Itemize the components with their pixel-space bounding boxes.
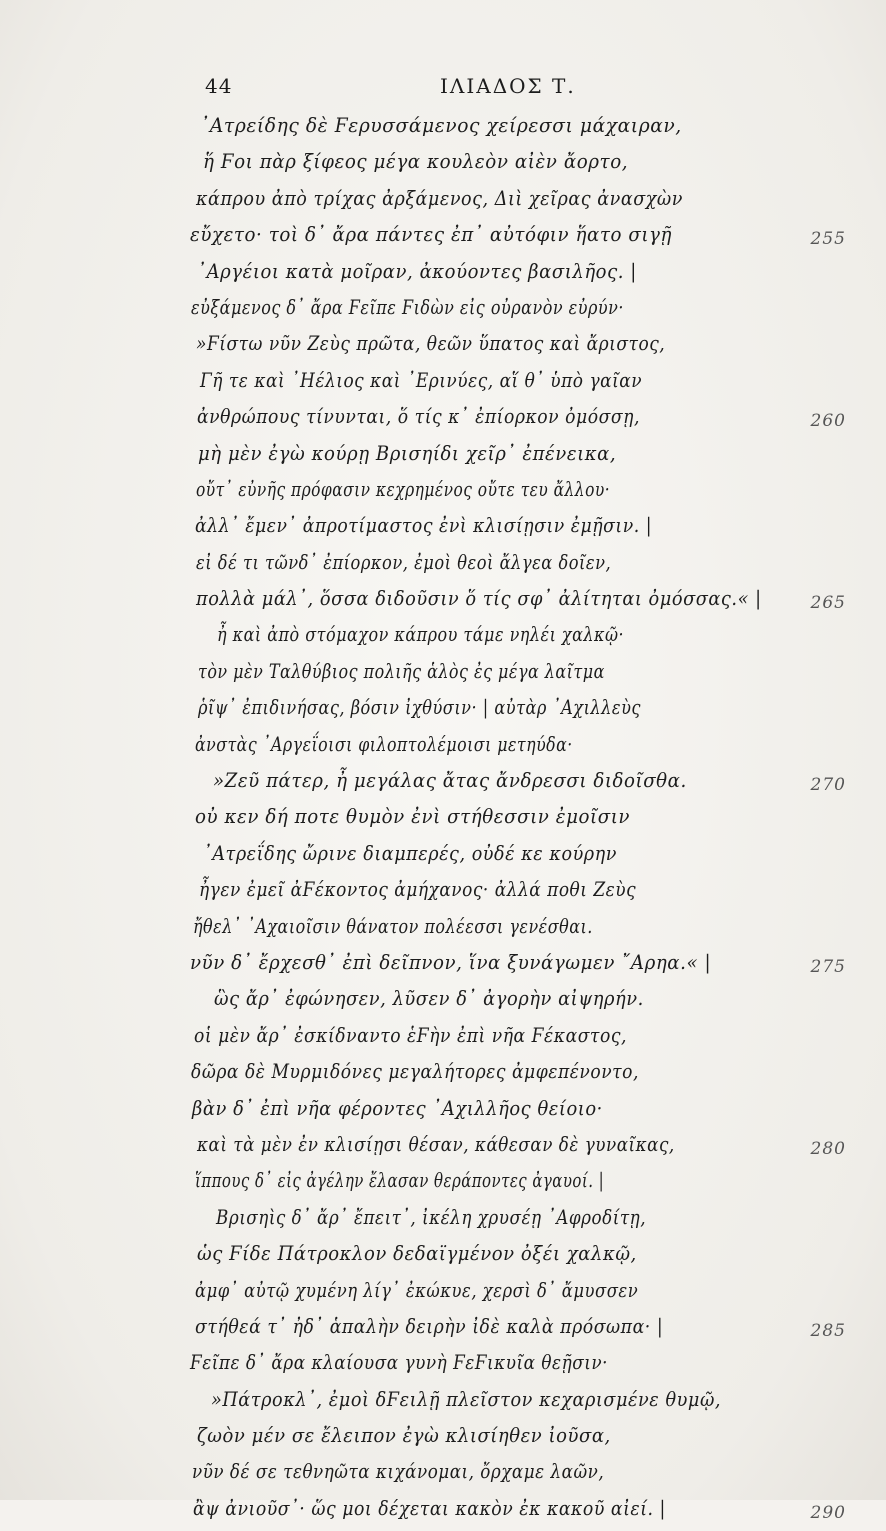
verse-line xyxy=(0,1345,886,1381)
verse-text: ἀμφ᾿ αὐτῷ χυμένη λίγ᾿ ἐκώκυε, χερσὶ δ᾿ ἄμυσσεν xyxy=(195,1278,639,1302)
verse-line xyxy=(0,690,886,726)
verse-text: οἱ μὲν ἄρ᾿ ἐσκίδναντο ἑϜὴν ἐπὶ νῆα Ϝέκαστος, xyxy=(194,1023,627,1047)
verse-text: μὴ μὲν ἐγὼ κούρῃ Βρισηίδι χεῖρ᾿ ἐπένεικα, xyxy=(198,441,617,465)
verse-line xyxy=(0,1091,886,1127)
line-number: 275 xyxy=(810,956,846,977)
verse-line xyxy=(0,1127,886,1163)
verse-line xyxy=(0,399,886,435)
verse-text: νῦν δ᾿ ἔρχεσθ᾿ ἐπὶ δεῖπνον, ἵνα ξυνάγωμεν ῎Αρηα.« | xyxy=(190,950,712,974)
verse-line xyxy=(0,254,886,290)
verse-line xyxy=(0,981,886,1017)
verse-text: ἦ καὶ ἀπὸ στόμαχον κάπρου τάμε νηλέι χαλκῷ· xyxy=(217,623,625,647)
verse-text: Γῆ τε καὶ ᾿Ηέλιος καὶ ᾿Ερινύες, αἵ θ᾿ ὑπὸ γαῖαν xyxy=(200,368,643,392)
verse-line xyxy=(0,872,886,908)
verse-line xyxy=(0,945,886,981)
verse-text: νῦν δέ σε τεθνηῶτα κιχάνομαι, ὄρχαμε λαῶν, xyxy=(192,1460,605,1484)
line-number: 255 xyxy=(810,229,846,250)
verse-line xyxy=(0,836,886,872)
verse-text: ὡς Ϝίδε Πάτροκλον δεδαϊγμένον ὀξέι χαλκῷ, xyxy=(197,1242,637,1266)
verse-line xyxy=(0,654,886,690)
verse-line xyxy=(0,1163,886,1199)
verse-line xyxy=(0,763,886,799)
verse-line xyxy=(0,1382,886,1418)
verse-line xyxy=(0,581,886,617)
verse-line xyxy=(0,1454,886,1490)
verse-text: ἀνθρώπους τίνυνται, ὅ τίς κ᾿ ἐπίορκον ὀμόσσῃ, xyxy=(197,405,640,429)
verse-text: ᾿Ατρεΐδης ὤρινε διαμπερές, οὐδέ κε κούρην xyxy=(203,841,617,865)
verse-text: καὶ τὰ μὲν ἐν κλισίῃσι θέσαν, κάθεσαν δὲ γυναῖκας, xyxy=(197,1132,675,1156)
verse-text: »Πάτροκλ᾿, ἐμοὶ δϜειλῇ πλεῖστον κεχαρισμένε θυμῷ, xyxy=(211,1387,722,1411)
page-number: 44 xyxy=(205,74,233,98)
verse-line xyxy=(0,290,886,326)
verse-text: ἥ Ϝοι πὰρ ξίφεος μέγα κουλεὸν αἰὲν ἄορτο, xyxy=(203,150,629,174)
verse-text: »Ϝίστω νῦν Ζεὺς πρῶτα, θεῶν ὕπατος καὶ ἄριστος, xyxy=(196,332,666,356)
verse-text: βὰν δ᾿ ἐπὶ νῆα φέροντες ᾿Αχιλλῆος θείοιο· xyxy=(192,1096,603,1120)
verse-text: ἂψ ἀνιοῦσ᾿· ὥς μοι δέχεται κακὸν ἐκ κακοῦ αἰεί. | xyxy=(193,1496,666,1520)
verse-text: »Ζεῦ πάτερ, ἦ μεγάλας ἄτας ἄνδρεσσι διδοῖσθα. xyxy=(213,769,687,793)
verse-text: ἀνστὰς ᾿Αργεΐοισι φιλοπτολέμοισι μετηύδα· xyxy=(195,732,573,756)
verse-line xyxy=(0,217,886,253)
verse-line xyxy=(0,1418,886,1454)
line-number: 290 xyxy=(810,1502,846,1523)
verse-line xyxy=(0,181,886,217)
verse-text: ὣς ἄρ᾿ ἐφώνησεν, λῦσεν δ᾿ ἀγορὴν αἰψηρήν. xyxy=(214,987,644,1011)
verse-line xyxy=(0,1200,886,1236)
verse-line xyxy=(0,108,886,144)
verse-line xyxy=(0,545,886,581)
verse-text: ζωὸν μέν σε ἔλειπον ἐγὼ κλισίηθεν ἰοῦσα, xyxy=(197,1424,611,1448)
verse-text: Βρισηὶς δ᾿ ἄρ᾿ ἔπειτ᾿, ἰκέλη χρυσέῃ ᾿Αφροδίτῃ, xyxy=(216,1205,647,1229)
verse-text: ἵππους δ᾿ εἰς ἀγέλην ἔλασαν θεράποντες ἀγαυοί. | xyxy=(195,1169,605,1193)
verse-text: ἤθελ᾿ ᾿Αχαιοῖσιν θάνατον πολέεσσι γενέσθαι. xyxy=(193,914,593,938)
verse-line xyxy=(0,1309,886,1345)
verse-text: οὐ κεν δή ποτε θυμὸν ἐνὶ στήθεσσιν ἐμοῖσιν xyxy=(195,805,631,829)
verse-text: ἀλλ᾿ ἔμεν᾿ ἀπροτίμαστος ἐνὶ κλισίῃσιν ἐμῇσιν. | xyxy=(195,514,653,538)
line-number: 265 xyxy=(810,593,846,614)
verse-line xyxy=(0,1236,886,1272)
running-title: ΙΛΙΑΔΟΣ Τ. xyxy=(440,74,576,98)
verse-text: πολλὰ μάλ᾿, ὅσσα διδοῦσιν ὅ τίς σφ᾿ ἀλίτηται ὀμόσσας.« | xyxy=(196,587,762,611)
line-number: 260 xyxy=(810,411,846,432)
verse-line xyxy=(0,1273,886,1309)
verse-text: ᾿Αργέιοι κατὰ μοῖραν, ἀκούοντες βασιλῆος. | xyxy=(197,259,637,283)
verse-line xyxy=(0,326,886,362)
page-header xyxy=(0,74,886,104)
verse-line xyxy=(0,436,886,472)
verse-line xyxy=(0,727,886,763)
line-number: 270 xyxy=(810,775,846,796)
verse-line xyxy=(0,1491,886,1527)
verse-line xyxy=(0,508,886,544)
verse-text: εἰ δέ τι τῶνδ᾿ ἐπίορκον, ἐμοὶ θεοὶ ἄλγεα δοῖεν, xyxy=(196,550,612,574)
line-number: 280 xyxy=(810,1138,846,1159)
verse-text: κάπρου ἀπὸ τρίχας ἀρξάμενος, Διὶ χεῖρας ἀνασχὼν xyxy=(196,186,683,210)
verse-line xyxy=(0,472,886,508)
verse-text: εὐξάμενος δ᾿ ἄρα Ϝεῖπε Ϝιδὼν εἰς οὐρανὸν εὐρύν· xyxy=(191,295,624,319)
verse-line xyxy=(0,1018,886,1054)
verse-text: δῶρα δὲ Μυρμιδόνες μεγαλήτορες ἀμφεπένοντο, xyxy=(191,1060,639,1084)
verse-line xyxy=(0,617,886,653)
verse-text: Ϝεῖπε δ᾿ ἄρα κλαίουσα γυνὴ ϜεϜικυῖα θεῇσιν· xyxy=(190,1351,609,1375)
verse-text: τὸν μὲν Ταλθύβιος πολιῆς ἁλὸς ἐς μέγα λαῖτμα xyxy=(198,659,605,683)
verse-text: ῥῖψ᾿ ἐπιδινήσας, βόσιν ἰχθύσιν· | αὐτὰρ ᾿Αχιλλεὺς xyxy=(198,696,641,720)
verse-text: ἦγεν ἐμεῖ ἀϜέκοντος ἀμήχανος· ἀλλά ποθι Ζεὺς xyxy=(199,878,637,902)
verse-block xyxy=(0,108,886,1527)
line-number: 285 xyxy=(810,1320,846,1341)
verse-line xyxy=(0,363,886,399)
verse-line xyxy=(0,144,886,180)
verse-line xyxy=(0,1054,886,1090)
verse-text: εὔχετο· τοὶ δ᾿ ἄρα πάντες ἐπ᾿ αὐτόφιν ἥατο σιγῇ xyxy=(190,223,672,247)
verse-line xyxy=(0,799,886,835)
verse-text: στήθεά τ᾿ ἠδ᾿ ἁπαλὴν δειρὴν ἰδὲ καλὰ πρόσωπα· | xyxy=(195,1314,664,1338)
verse-text: οὔτ᾿ εὐνῆς πρόφασιν κεχρημένος οὔτε τευ ἄλλου· xyxy=(196,477,611,501)
verse-line xyxy=(0,909,886,945)
verse-text: ᾿Ατρείδης δὲ Ϝερυσσάμενος χείρεσσι μάχαιραν, xyxy=(200,114,682,137)
